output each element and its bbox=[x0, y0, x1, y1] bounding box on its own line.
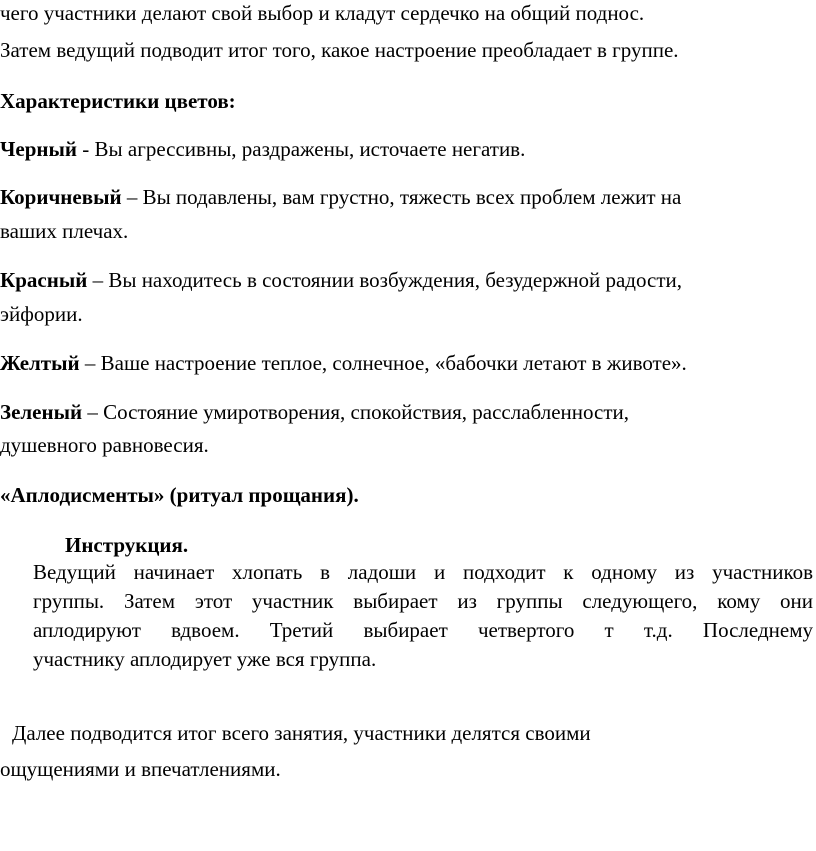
color-brown bbox=[0, 184, 681, 210]
conclusion-line-1: Далее подводится итог всего занятия, участники делятся своими bbox=[12, 721, 591, 745]
color-yellow-desc: Ваше настроение теплое, солнечное, «бабочки летают в животе». bbox=[100, 351, 687, 375]
color-brown-desc-2: ваших плечах. bbox=[0, 219, 129, 243]
conclusion-line-2: ощущениями и впечатлениями. bbox=[0, 757, 281, 781]
color-black-sep: - bbox=[77, 137, 95, 161]
intro-line-1: чего участники делают свой выбор и кладут сердечко на общий поднос. bbox=[0, 1, 645, 25]
color-brown-name: Коричневый bbox=[0, 185, 122, 209]
color-red-desc-1: Вы находитесь в состоянии возбуждения, безудержной радости, bbox=[108, 268, 682, 292]
intro-line-2: Затем ведущий подводит итог того, какое настроение преобладает в группе. bbox=[0, 38, 679, 62]
color-green-desc-2: душевного равновесия. bbox=[0, 433, 209, 457]
color-red-desc-2: эйфории. bbox=[0, 302, 83, 326]
color-red bbox=[0, 267, 682, 293]
instruction-line-4: участнику аплодирует уже вся группа. bbox=[33, 647, 377, 671]
color-black bbox=[0, 136, 525, 162]
colors-heading-text: Характеристики цветов: bbox=[0, 89, 236, 113]
color-yellow bbox=[0, 350, 687, 376]
ritual-heading-text: «Аплодисменты» (ритуал прощания). bbox=[0, 483, 359, 507]
color-red-sep: – bbox=[87, 268, 109, 292]
color-brown-sep: – bbox=[121, 185, 143, 209]
color-yellow-name: Желтый bbox=[0, 351, 80, 375]
instruction-line-3: аплодируют вдвоем. Третий выбирает четвертого т т.д. Последнему bbox=[33, 618, 813, 642]
color-brown-desc-1: Вы подавлены, вам грустно, тяжесть всех проблем лежит на bbox=[142, 185, 682, 209]
color-green-desc-1: Состояние умиротворения, спокойствия, расслабленности, bbox=[103, 400, 630, 424]
color-green-sep: – bbox=[82, 400, 104, 424]
colors-heading bbox=[0, 88, 236, 114]
color-green-name: Зеленый bbox=[0, 400, 83, 424]
color-red-name: Красный bbox=[0, 268, 88, 292]
instruction-heading-text: Инструкция. bbox=[65, 533, 189, 557]
color-black-name: Черный bbox=[0, 137, 78, 161]
ritual-heading bbox=[0, 482, 359, 508]
color-green bbox=[0, 399, 629, 425]
instruction-line-2: группы. Затем этот участник выбирает из группы следующего, кому они bbox=[33, 589, 813, 613]
instruction-heading bbox=[65, 532, 188, 558]
instruction-line-1: Ведущий начинает хлопать в ладоши и подходит к одному из участников bbox=[33, 560, 813, 584]
instruction-paragraph bbox=[33, 558, 813, 674]
color-black-desc: Вы агрессивны, раздражены, источаете негатив. bbox=[94, 137, 526, 161]
color-yellow-sep: – bbox=[79, 351, 101, 375]
